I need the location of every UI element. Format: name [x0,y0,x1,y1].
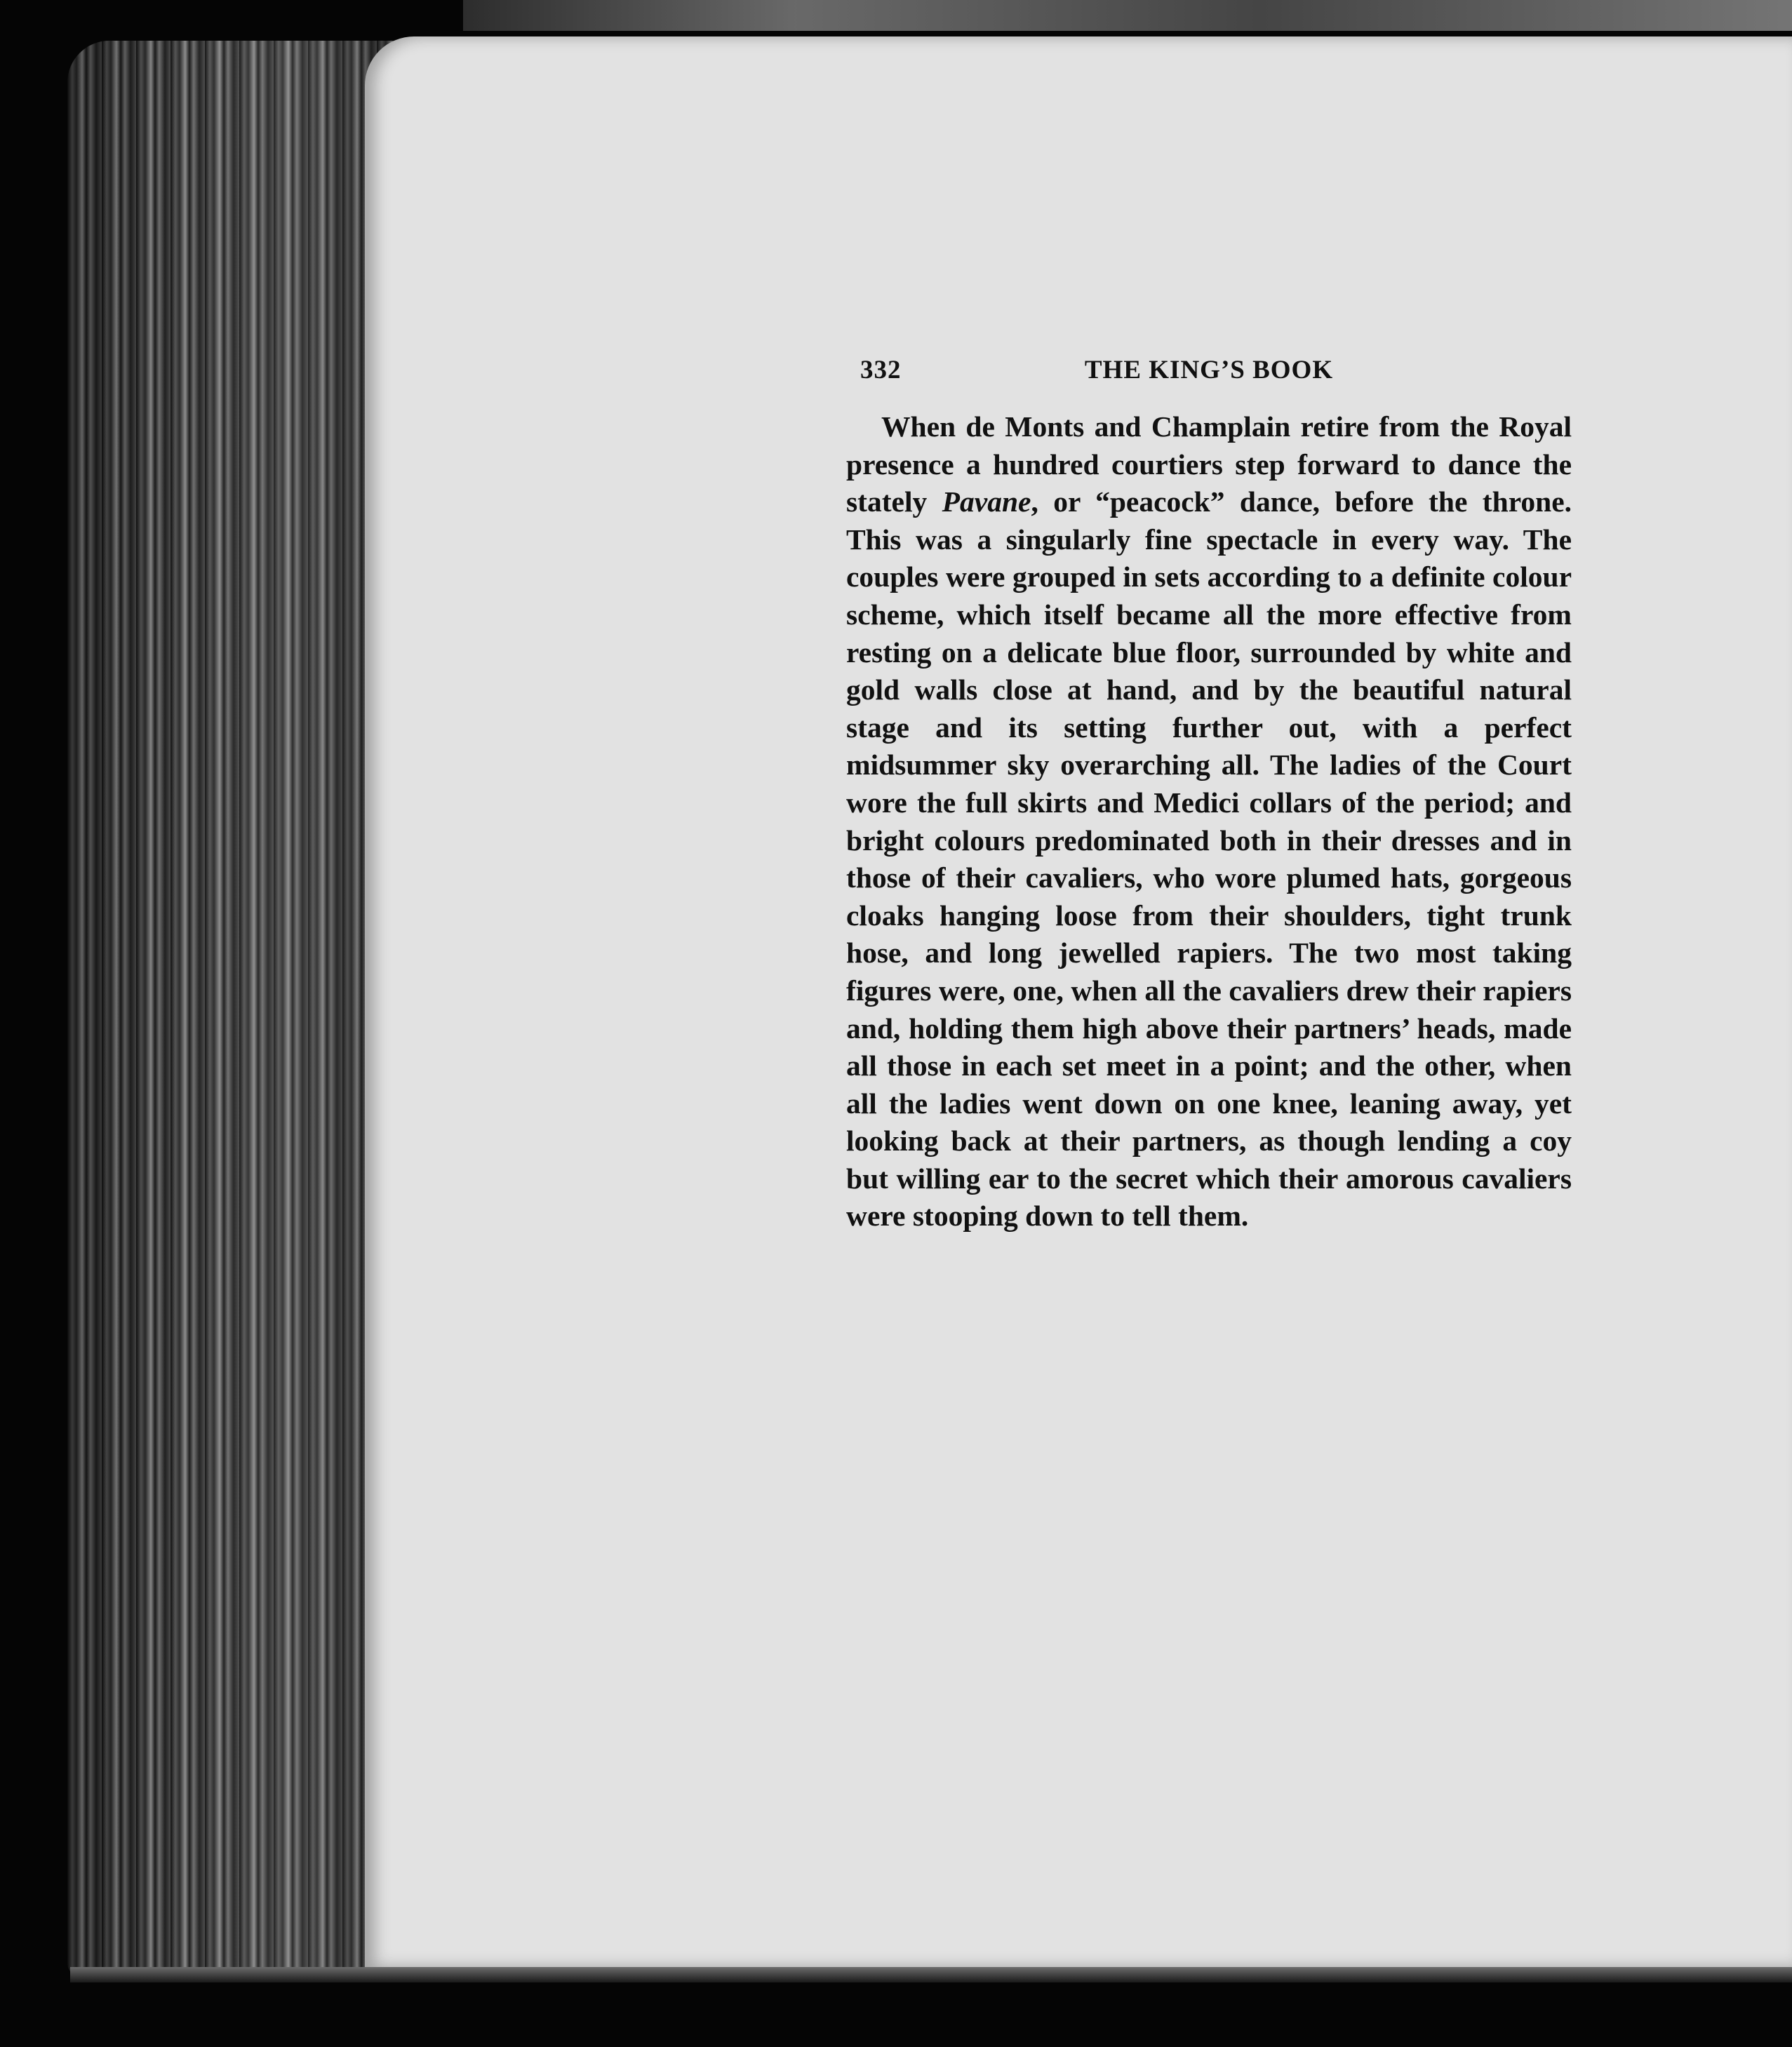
paragraph-text-rest: , or “peacock” dance, before the throne. This was a singularly fine spectacle in every way. The couples were grouped in sets according to a definite colour scheme, which itself became all the more effective from resting on a delicate blue floor, surrounded by white and gold walls close at hand, and by the beautiful natural stage and its setting further out, with a perfect midsummer sky overarching all. The ladies of the Court wore the full skirts and Medici collars of the period; and bright colours predominated both in their dresses and in those of their cavaliers, who wore plumed hats, gorgeous cloaks hanging loose from their shoulders, tight trunk hose, and long jewelled rapiers. The two most taking figures were, one, when all the cavaliers drew their rapiers and, holding them high above their partners’ heads, made all those in each set meet in a point; and the other, when all the ladies went down on one knee, leaning away, yet looking back at their partners, as though lending a coy but willing ear to the secret which their amorous cavaliers were stooping down to tell them. [846,485,1572,1233]
italic-word-pavane: Pavane [942,485,1031,518]
running-title: THE KING’S BOOK [1084,356,1334,384]
page-number: 332 [860,356,902,384]
paragraph-text-start: When de Monts and Champlain retire from the Royal presence a hundred courtiers step forward to dance the stately [846,410,1572,518]
top-scan-edge [463,0,1792,31]
page-text-block [846,355,1572,1235]
body-paragraph [846,408,1572,1235]
page-edges-shading [67,41,397,1977]
book-bottom-edge [70,1967,1792,1982]
running-head [846,355,1572,383]
